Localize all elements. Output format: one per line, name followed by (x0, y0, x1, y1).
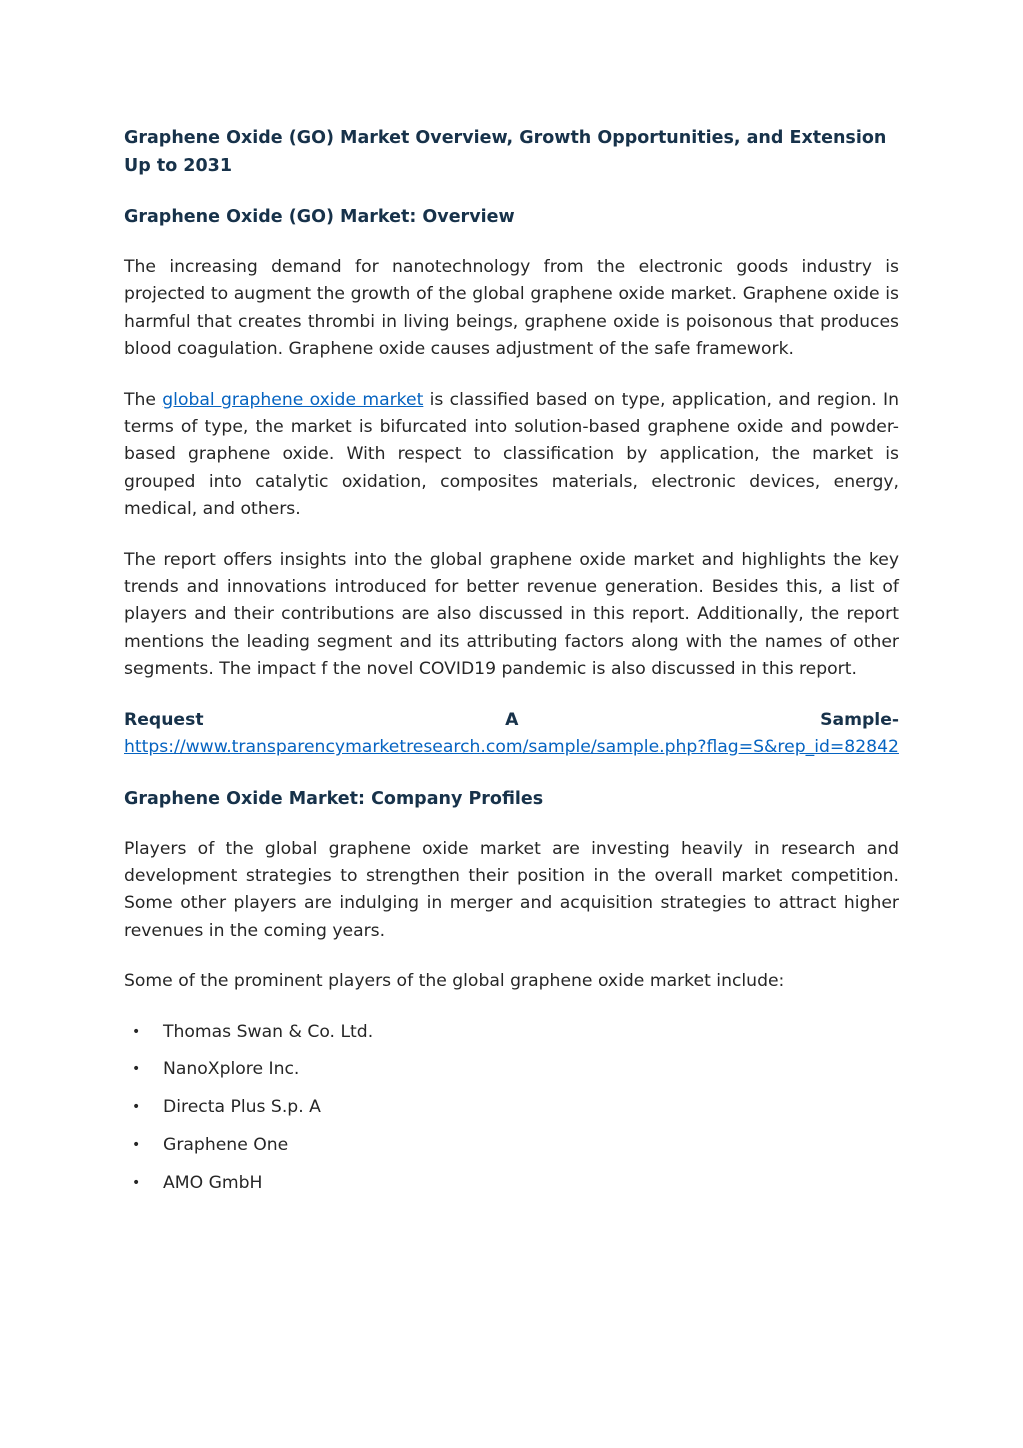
overview-paragraph: The increasing demand for nanotechnology from the electronic goods industry is projected to augment the growth of the global graphene oxide market. Graphene oxide is harmful that creates thrombi in living beings, graphene oxide is poisonous that produces blood coagulation. Graphene oxide causes adjustment of the safe framework. (124, 257, 899, 360)
classification-text: is classified based on type, application, and region. In terms of type, the market is bifurcated into solution-based graphene oxide and powder-based graphene oxide. With respect to classification by application, the market is grouped into catalytic oxidation, composites materials, electronic devices, energy, medical, and others. (124, 389, 899, 520)
company-profiles-paragraph: Players of the global graphene oxide market are investing heavily in research and development strategies to strengthen their position in the overall market competition. Some other players are indulging in merger and acquisition strategies to attract higher revenues in the coming years. (124, 838, 899, 941)
classification-paragraph (124, 387, 899, 524)
player-list-item (124, 1094, 899, 1121)
a-word: A (505, 709, 519, 730)
player-name: Directa Plus S.p. A (163, 1097, 321, 1118)
bullet-icon: • (132, 1061, 141, 1078)
request-sample-link[interactable]: https://www.transparencymarketresearch.com/sample/sample.php?flag=S&rep_id=82842 (124, 737, 899, 758)
company-profiles-heading: Graphene Oxide Market: Company Profiles (124, 788, 544, 809)
document-title: Graphene Oxide (GO) Market Overview, Growth Opportunities, and Extension Up to 2031 (124, 128, 887, 176)
player-list-item (124, 1019, 899, 1046)
player-list-item (124, 1056, 899, 1083)
player-name: AMO GmbH (163, 1173, 263, 1194)
bullet-icon: • (132, 1023, 141, 1040)
document-page (124, 124, 899, 1208)
request-sample-label (124, 707, 899, 734)
report-insights-paragraph: The report offers insights into the global graphene oxide market and highlights the key trends and innovations introduced for better revenue generation. Besides this, a list of players and their contributions are also discussed in this report. Additionally, the report mentions the leading segment and its attributing factors along with the names of other segments. The impact f the novel COVID19 pandemic is also discussed in this report. (124, 549, 899, 680)
global-graphene-oxide-market-link[interactable]: global graphene oxide market (162, 389, 424, 410)
players-list (124, 1019, 899, 1198)
bullet-icon: • (132, 1137, 141, 1154)
prominent-players-intro: Some of the prominent players of the global graphene oxide market include: (124, 971, 785, 992)
player-name: NanoXplore Inc. (163, 1059, 300, 1080)
request-sample-block (124, 707, 899, 762)
bullet-icon: • (132, 1099, 141, 1116)
player-list-item (124, 1132, 899, 1159)
bullet-icon: • (132, 1175, 141, 1192)
classification-prefix: The (124, 389, 163, 410)
player-name: Thomas Swan & Co. Ltd. (163, 1021, 374, 1042)
request-word: Request (124, 709, 204, 730)
sample-word: Sample- (820, 709, 899, 730)
player-name: Graphene One (163, 1135, 289, 1156)
overview-heading: Graphene Oxide (GO) Market: Overview (124, 207, 515, 227)
player-list-item (124, 1170, 899, 1197)
